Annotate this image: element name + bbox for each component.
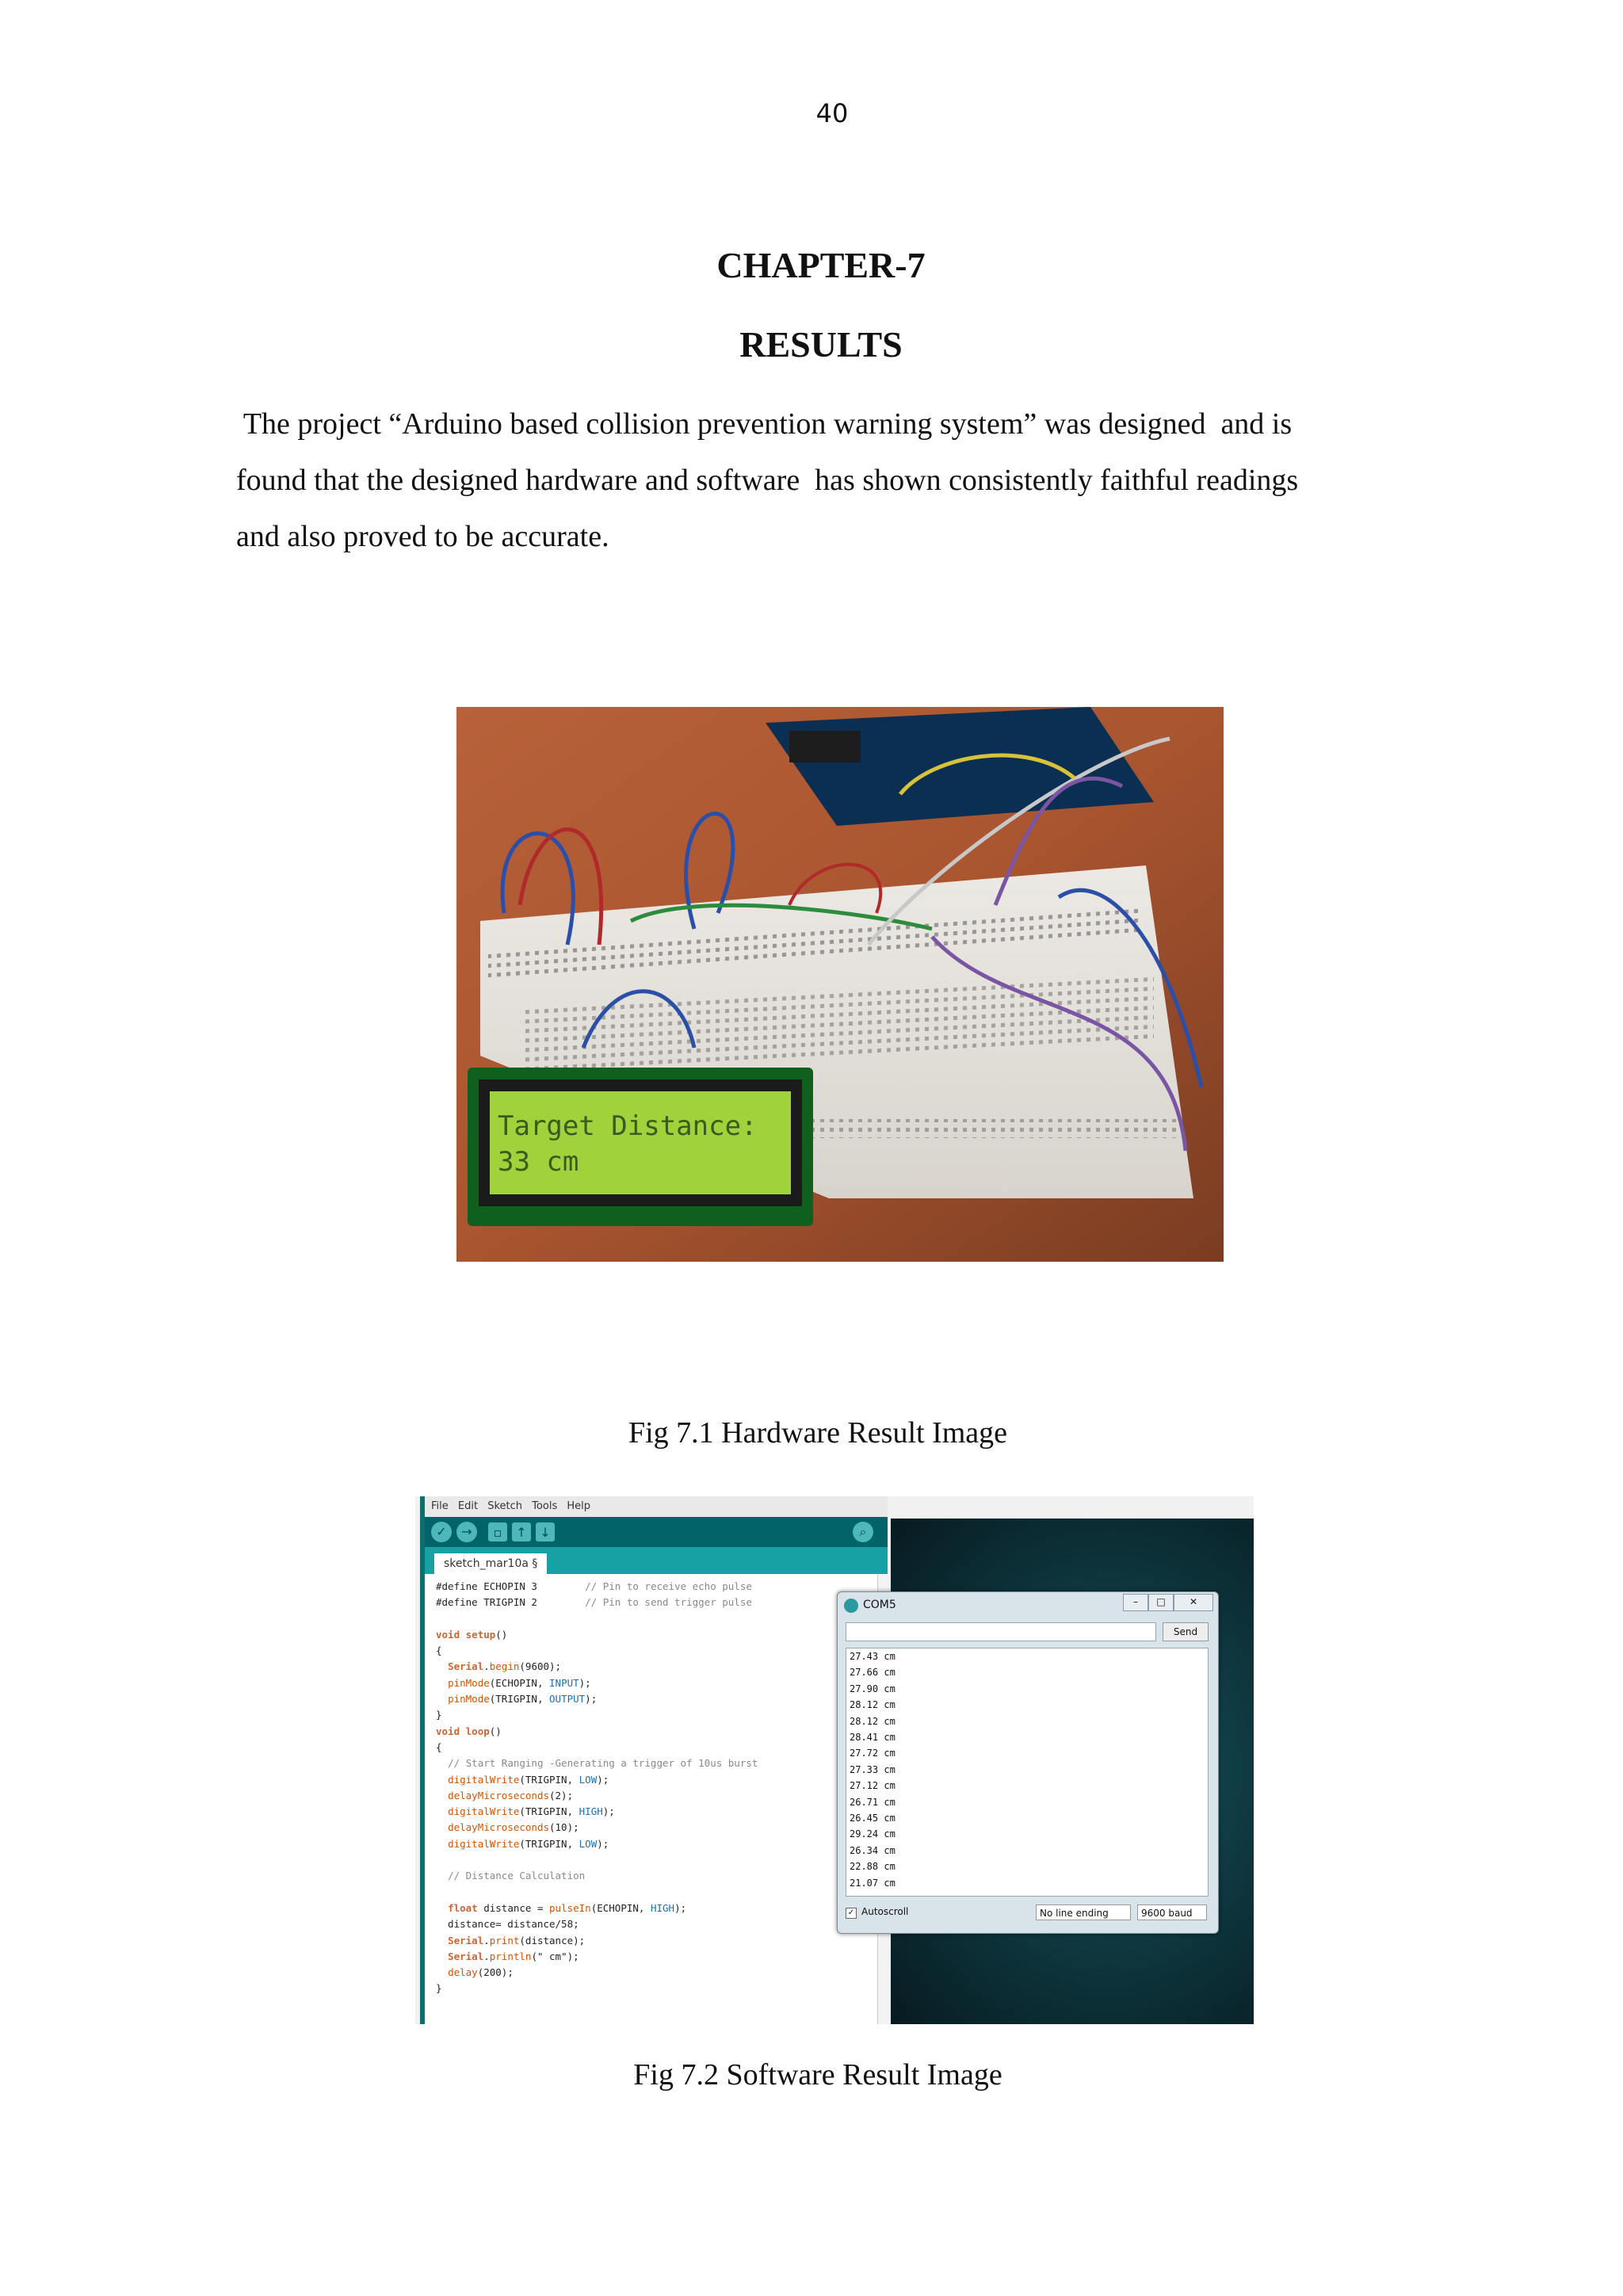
sketch-tab[interactable]: sketch_mar10a § [434, 1553, 547, 1574]
page-number: 40 [815, 98, 849, 128]
serial-reading: 29.24 cm [850, 1828, 896, 1840]
baud-select[interactable]: 9600 baud [1137, 1904, 1207, 1920]
new-icon[interactable]: ▫ [488, 1522, 507, 1541]
serial-reading: 28.41 cm [850, 1732, 896, 1744]
minimize-icon[interactable]: – [1123, 1594, 1148, 1611]
verify-icon[interactable]: ✓ [431, 1522, 452, 1542]
serial-reading: 26.45 cm [850, 1813, 896, 1824]
save-icon[interactable]: ↓ [536, 1522, 555, 1541]
line-ending-select[interactable]: No line ending [1036, 1904, 1131, 1920]
menu-file[interactable]: File [431, 1500, 449, 1512]
menu-sketch[interactable]: Sketch [487, 1500, 523, 1512]
close-icon[interactable]: ✕ [1174, 1594, 1213, 1611]
serial-reading: 27.72 cm [850, 1748, 896, 1759]
open-icon[interactable]: ↑ [512, 1522, 531, 1541]
software-result-image [415, 1496, 1254, 2024]
serial-reading: 27.12 cm [850, 1780, 896, 1792]
serial-input[interactable] [846, 1622, 1156, 1641]
section-title: RESULTS [739, 324, 903, 365]
paragraph-line: found that the designed hardware and software has shown consistently faithful readings [236, 464, 1299, 497]
paragraph-line: and also proved to be accurate. [236, 520, 609, 553]
figure-caption-1: Fig 7.1 Hardware Result Image [628, 1416, 1008, 1450]
upload-icon[interactable]: → [456, 1522, 477, 1542]
serial-monitor-window [837, 1591, 1219, 1934]
ide-tabbar [425, 1547, 888, 1574]
ide-menubar [425, 1496, 888, 1517]
serial-reading: 27.66 cm [850, 1667, 896, 1679]
ide-toolbar [425, 1517, 888, 1547]
serial-reading: 22.88 cm [850, 1861, 896, 1873]
arduino-ide-window [420, 1496, 888, 2024]
body-paragraph [236, 396, 1409, 565]
serial-monitor-icon[interactable]: ⌕ [853, 1522, 873, 1542]
serial-reading: 28.12 cm [850, 1699, 896, 1711]
code-editor[interactable]: #define ECHOPIN 3 // Pin to receive echo pulse #define TRIGPIN 2 // Pin to send trigger pulse void setup() { Serial.begin(9600); pinMode(ECHOPIN, INPUT); pinMode(TRIGPIN, OUTPUT); } void loop() { // Start Ranging -Generating a trigger of 10us burst digitalWrite(TRIGPIN, LOW); delayMicroseconds(2); digitalWrite(TRIGPIN, HIGH); delayMicroseconds(10); digitalWrite(TRIGPIN, LOW); // Distance Calculation float distance = pulseIn(ECHOPIN, HIGH); distance= distance/58; Serial.print(distance); Serial.println(" cm"); delay(200); } [436, 1580, 758, 1995]
paragraph-line: The project “Arduino based collision prevention warning system” was designed and is [236, 407, 1293, 441]
menu-edit[interactable]: Edit [457, 1500, 479, 1512]
send-button[interactable]: Send [1163, 1622, 1209, 1641]
autoscroll-checkbox[interactable]: ✓ [846, 1908, 857, 1919]
maximize-icon[interactable]: □ [1148, 1594, 1174, 1611]
serial-reading: 27.90 cm [850, 1683, 896, 1694]
chapter-heading: CHAPTER-7 [716, 245, 926, 285]
autoscroll-label: Autoscroll [861, 1906, 909, 1917]
serial-reading: 21.07 cm [850, 1877, 896, 1889]
lcd-line-2: 33 cm [498, 1146, 579, 1178]
serial-footer [846, 1903, 1207, 1924]
serial-reading: 27.33 cm [850, 1763, 896, 1775]
arduino-logo-icon [844, 1599, 858, 1613]
menu-tools[interactable]: Tools [532, 1500, 558, 1512]
hardware-photo [456, 707, 1224, 1262]
lcd-line-1: Target Distance: [498, 1110, 758, 1142]
menu-help[interactable]: Help [567, 1500, 590, 1512]
serial-output [846, 1648, 1209, 1897]
serial-reading: 28.12 cm [850, 1715, 896, 1727]
figure-caption-2: Fig 7.2 Software Result Image [633, 2058, 1002, 2092]
serial-monitor-title: COM5 [863, 1599, 896, 1611]
serial-reading: 26.34 cm [850, 1844, 896, 1856]
serial-reading: 27.43 cm [850, 1651, 896, 1662]
hardware-result-image [456, 707, 1224, 1262]
serial-reading: 26.71 cm [850, 1796, 896, 1808]
